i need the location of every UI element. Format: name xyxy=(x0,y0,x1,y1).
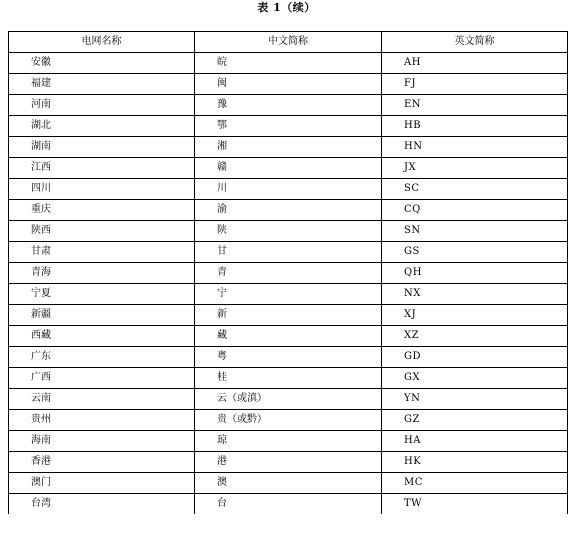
chinese-abbr-cell: 澳 xyxy=(195,473,382,494)
grid-name-cell: 澳门 xyxy=(9,473,195,494)
chinese-abbr-cell: 云（或滇） xyxy=(195,389,382,410)
chinese-abbr-cell: 贵（或黔） xyxy=(195,410,382,431)
grid-name-cell: 安徽 xyxy=(9,53,195,74)
chinese-abbr-cell: 甘 xyxy=(195,242,382,263)
table-row xyxy=(9,200,568,221)
table-row xyxy=(9,473,568,494)
english-abbr-cell: XZ xyxy=(382,326,568,347)
table-row xyxy=(9,494,568,515)
chinese-abbr-cell: 港 xyxy=(195,452,382,473)
chinese-abbr-cell: 粤 xyxy=(195,347,382,368)
table-row xyxy=(9,263,568,284)
chinese-abbr-cell: 宁 xyxy=(195,284,382,305)
chinese-abbr-cell: 渝 xyxy=(195,200,382,221)
grid-name-cell: 广西 xyxy=(9,368,195,389)
header-english-abbreviation: 英文简称 xyxy=(382,32,568,53)
grid-name-cell: 广东 xyxy=(9,347,195,368)
table-row xyxy=(9,179,568,200)
table-row xyxy=(9,95,568,116)
english-abbr-cell: NX xyxy=(382,284,568,305)
chinese-abbr-cell: 新 xyxy=(195,305,382,326)
english-abbr-cell: GS xyxy=(382,242,568,263)
table-row xyxy=(9,347,568,368)
table-row xyxy=(9,242,568,263)
chinese-abbr-cell: 皖 xyxy=(195,53,382,74)
chinese-abbr-cell: 豫 xyxy=(195,95,382,116)
grid-name-cell: 新疆 xyxy=(9,305,195,326)
english-abbr-cell: HB xyxy=(382,116,568,137)
chinese-abbr-cell: 青 xyxy=(195,263,382,284)
chinese-abbr-cell: 湘 xyxy=(195,137,382,158)
english-abbr-cell: EN xyxy=(382,95,568,116)
table-row xyxy=(9,326,568,347)
english-abbr-cell: YN xyxy=(382,389,568,410)
english-abbr-cell: XJ xyxy=(382,305,568,326)
table-caption: 表 1（续） xyxy=(257,1,316,14)
table-row xyxy=(9,221,568,242)
grid-name-cell: 西藏 xyxy=(9,326,195,347)
english-abbr-cell: SN xyxy=(382,221,568,242)
grid-name-cell: 香港 xyxy=(9,452,195,473)
chinese-abbr-cell: 台 xyxy=(195,494,382,515)
table-row xyxy=(9,284,568,305)
table-row xyxy=(9,158,568,179)
table-row xyxy=(9,116,568,137)
table-row xyxy=(9,452,568,473)
grid-name-cell: 宁夏 xyxy=(9,284,195,305)
table-row xyxy=(9,53,568,74)
grid-name-cell: 湖北 xyxy=(9,116,195,137)
table-row xyxy=(9,305,568,326)
grid-name-cell: 湖南 xyxy=(9,137,195,158)
chinese-abbr-cell: 闽 xyxy=(195,74,382,95)
table-body xyxy=(9,53,568,515)
grid-name-cell: 重庆 xyxy=(9,200,195,221)
english-abbr-cell: MC xyxy=(382,473,568,494)
chinese-abbr-cell: 藏 xyxy=(195,326,382,347)
chinese-abbr-cell: 赣 xyxy=(195,158,382,179)
grid-name-cell: 河南 xyxy=(9,95,195,116)
grid-abbreviation-table xyxy=(8,31,568,514)
english-abbr-cell: HA xyxy=(382,431,568,452)
chinese-abbr-cell: 鄂 xyxy=(195,116,382,137)
table-header-row xyxy=(9,32,568,53)
chinese-abbr-cell: 陕 xyxy=(195,221,382,242)
header-grid-name: 电网名称 xyxy=(9,32,195,53)
english-abbr-cell: GZ xyxy=(382,410,568,431)
english-abbr-cell: TW xyxy=(382,494,568,515)
grid-name-cell: 台湾 xyxy=(9,494,195,515)
table-row xyxy=(9,368,568,389)
grid-name-cell: 福建 xyxy=(9,74,195,95)
grid-name-cell: 江西 xyxy=(9,158,195,179)
chinese-abbr-cell: 琼 xyxy=(195,431,382,452)
table-row xyxy=(9,431,568,452)
grid-name-cell: 云南 xyxy=(9,389,195,410)
english-abbr-cell: HN xyxy=(382,137,568,158)
english-abbr-cell: FJ xyxy=(382,74,568,95)
grid-name-cell: 贵州 xyxy=(9,410,195,431)
english-abbr-cell: HK xyxy=(382,452,568,473)
grid-name-cell: 陕西 xyxy=(9,221,195,242)
grid-name-cell: 青海 xyxy=(9,263,195,284)
table-row xyxy=(9,410,568,431)
english-abbr-cell: CQ xyxy=(382,200,568,221)
table-row xyxy=(9,74,568,95)
english-abbr-cell: GX xyxy=(382,368,568,389)
table-row xyxy=(9,137,568,158)
grid-name-cell: 海南 xyxy=(9,431,195,452)
chinese-abbr-cell: 桂 xyxy=(195,368,382,389)
table-row xyxy=(9,389,568,410)
english-abbr-cell: AH xyxy=(382,53,568,74)
chinese-abbr-cell: 川 xyxy=(195,179,382,200)
english-abbr-cell: QH xyxy=(382,263,568,284)
grid-name-cell: 甘肃 xyxy=(9,242,195,263)
grid-name-cell: 四川 xyxy=(9,179,195,200)
english-abbr-cell: SC xyxy=(382,179,568,200)
english-abbr-cell: GD xyxy=(382,347,568,368)
english-abbr-cell: JX xyxy=(382,158,568,179)
header-chinese-abbreviation: 中文简称 xyxy=(195,32,382,53)
